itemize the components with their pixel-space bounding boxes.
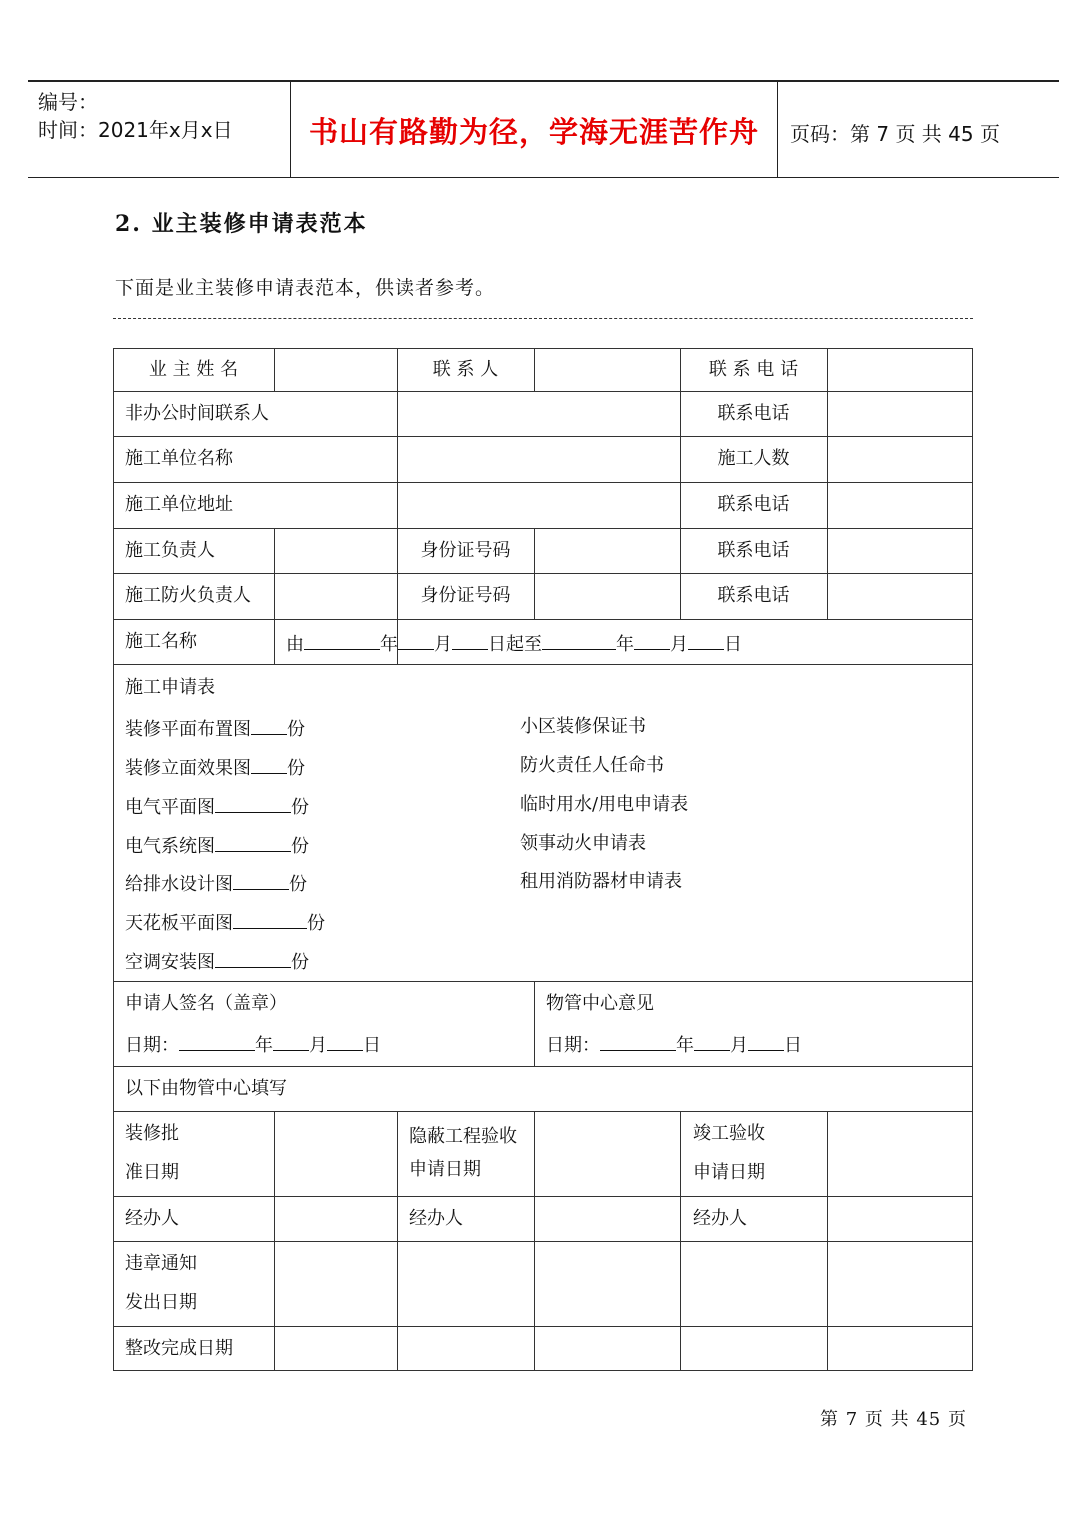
table-rule bbox=[680, 348, 681, 619]
doc-item: 防火责任人任命书 bbox=[520, 755, 664, 776]
approval-date-label: 装修批 准日期 bbox=[125, 1123, 179, 1183]
doc-item: 天花板平面图 份 bbox=[125, 910, 325, 935]
table-rule bbox=[113, 528, 973, 529]
table-rule bbox=[534, 348, 535, 391]
contact-phone-label: 联系电话 bbox=[717, 540, 790, 561]
contractor-address-label: 施工单位地址 bbox=[125, 494, 233, 515]
filled-by-management-label: 以下由物管中心填写 bbox=[125, 1078, 287, 1099]
table-rule bbox=[274, 1111, 275, 1370]
doc-item: 电气平面图 份 bbox=[125, 794, 309, 819]
table-rule bbox=[113, 482, 973, 483]
handler-label: 经办人 bbox=[409, 1208, 463, 1229]
table-rule bbox=[113, 573, 973, 574]
application-section-label: 施工申请表 bbox=[125, 677, 215, 698]
blank-line[interactable] bbox=[233, 871, 289, 890]
blank-line[interactable] bbox=[215, 949, 291, 968]
doc-item: 领事动火申请表 bbox=[520, 833, 646, 854]
table-rule bbox=[534, 528, 535, 619]
table-rule bbox=[827, 1111, 828, 1370]
worker-count-label: 施工人数 bbox=[717, 448, 790, 469]
dashed-separator bbox=[113, 318, 973, 319]
table-rule bbox=[274, 528, 275, 664]
id-number-label: 身份证号码 bbox=[420, 585, 511, 606]
blank-line[interactable] bbox=[452, 631, 488, 650]
page-header bbox=[28, 80, 1059, 178]
blank-line[interactable] bbox=[327, 1032, 363, 1051]
table-rule bbox=[113, 1326, 973, 1327]
table-rule bbox=[274, 348, 275, 391]
management-date: 日期： 年 月 日 bbox=[546, 1032, 802, 1057]
table-rule bbox=[113, 1066, 973, 1067]
doc-item: 装修平面布置图 份 bbox=[125, 716, 305, 741]
contact-person-label: 联 系 人 bbox=[432, 359, 499, 380]
table-rule bbox=[113, 981, 973, 982]
owner-name-label: 业 主 姓 名 bbox=[148, 359, 239, 380]
contact-phone-label: 联系电话 bbox=[717, 585, 790, 606]
table-rule bbox=[113, 1111, 973, 1112]
serial-label: 编号： bbox=[38, 90, 98, 114]
blank-line[interactable] bbox=[215, 794, 291, 813]
table-rule bbox=[680, 1111, 681, 1370]
blank-line[interactable] bbox=[273, 1032, 309, 1051]
completion-label: 竣工验收 申请日期 bbox=[693, 1123, 765, 1183]
header-divider bbox=[777, 82, 778, 177]
applicant-date: 日期： 年 月 日 bbox=[125, 1032, 381, 1057]
blank-line[interactable] bbox=[398, 631, 434, 650]
blank-line[interactable] bbox=[179, 1032, 255, 1051]
violation-notice-label: 违章通知 发出日期 bbox=[125, 1253, 197, 1313]
renovation-application-form bbox=[113, 348, 973, 1371]
table-rule bbox=[113, 1196, 973, 1197]
intro-text: 下面是业主装修申请表范本，供读者参考。 bbox=[115, 277, 496, 299]
blank-line[interactable] bbox=[694, 1032, 730, 1051]
fire-safety-lead-label: 施工防火负责人 bbox=[125, 585, 251, 606]
after-hours-contact-label: 非办公时间联系人 bbox=[125, 403, 269, 424]
blank-line[interactable] bbox=[600, 1032, 676, 1051]
doc-item: 电气系统图 份 bbox=[125, 833, 309, 858]
blank-line[interactable] bbox=[688, 631, 724, 650]
doc-item: 空调安装图 份 bbox=[125, 949, 309, 974]
page-footer: 第 7 页 共 45 页 bbox=[820, 1409, 967, 1430]
management-opinion-label: 物管中心意见 bbox=[546, 993, 654, 1014]
blank-line[interactable] bbox=[251, 716, 287, 735]
doc-item: 租用消防器材申请表 bbox=[520, 871, 682, 892]
blank-line[interactable] bbox=[215, 833, 291, 852]
blank-line[interactable] bbox=[634, 631, 670, 650]
contact-phone-label: 联系电话 bbox=[717, 403, 790, 424]
construction-date-range: 由 年 月 日起至 年 月 日 bbox=[286, 631, 742, 656]
blank-line[interactable] bbox=[304, 631, 380, 650]
blank-line[interactable] bbox=[748, 1032, 784, 1051]
table-rule bbox=[113, 348, 973, 349]
time-label: 时间：2021年x月x日 bbox=[38, 118, 233, 142]
table-rule bbox=[113, 1241, 973, 1242]
construction-name-label: 施工名称 bbox=[125, 631, 197, 652]
contact-phone-label: 联 系 电 话 bbox=[708, 359, 799, 380]
contractor-name-label: 施工单位名称 bbox=[125, 448, 233, 469]
header-meta bbox=[38, 88, 233, 144]
doc-item: 给排水设计图 份 bbox=[125, 871, 307, 896]
construction-lead-label: 施工负责人 bbox=[125, 540, 215, 561]
table-rule bbox=[113, 348, 114, 1371]
hidden-works-label: 隐蔽工程验收 申请日期 bbox=[409, 1126, 517, 1180]
blank-line[interactable] bbox=[233, 910, 307, 929]
section-title: 2. 业主装修申请表范本 bbox=[115, 211, 368, 237]
doc-item: 小区装修保证书 bbox=[520, 716, 646, 737]
doc-item: 装修立面效果图 份 bbox=[125, 755, 305, 780]
table-rule bbox=[397, 348, 398, 664]
table-rule bbox=[397, 1111, 398, 1370]
table-rule bbox=[113, 1370, 973, 1371]
table-rule bbox=[113, 619, 973, 620]
table-rule bbox=[534, 1111, 535, 1370]
table-rule bbox=[113, 664, 973, 665]
blank-line[interactable] bbox=[251, 755, 287, 774]
handler-label: 经办人 bbox=[693, 1208, 747, 1229]
rectification-date-label: 整改完成日期 bbox=[125, 1338, 233, 1359]
header-motto: 书山有路勤为径，学海无涯苦作舟 bbox=[308, 115, 759, 149]
table-rule bbox=[972, 348, 973, 1371]
handler-label: 经办人 bbox=[125, 1208, 179, 1229]
header-page-info: 页码：第 7 页 共 45 页 bbox=[790, 122, 1000, 146]
table-rule bbox=[534, 981, 535, 1066]
id-number-label: 身份证号码 bbox=[420, 540, 511, 561]
table-rule bbox=[113, 436, 973, 437]
doc-item: 临时用水/用电申请表 bbox=[520, 794, 689, 815]
applicant-signature-label: 申请人签名（盖章） bbox=[125, 993, 287, 1014]
table-rule bbox=[827, 348, 828, 619]
table-rule bbox=[113, 391, 973, 392]
blank-line[interactable] bbox=[542, 631, 616, 650]
contact-phone-label: 联系电话 bbox=[717, 494, 790, 515]
